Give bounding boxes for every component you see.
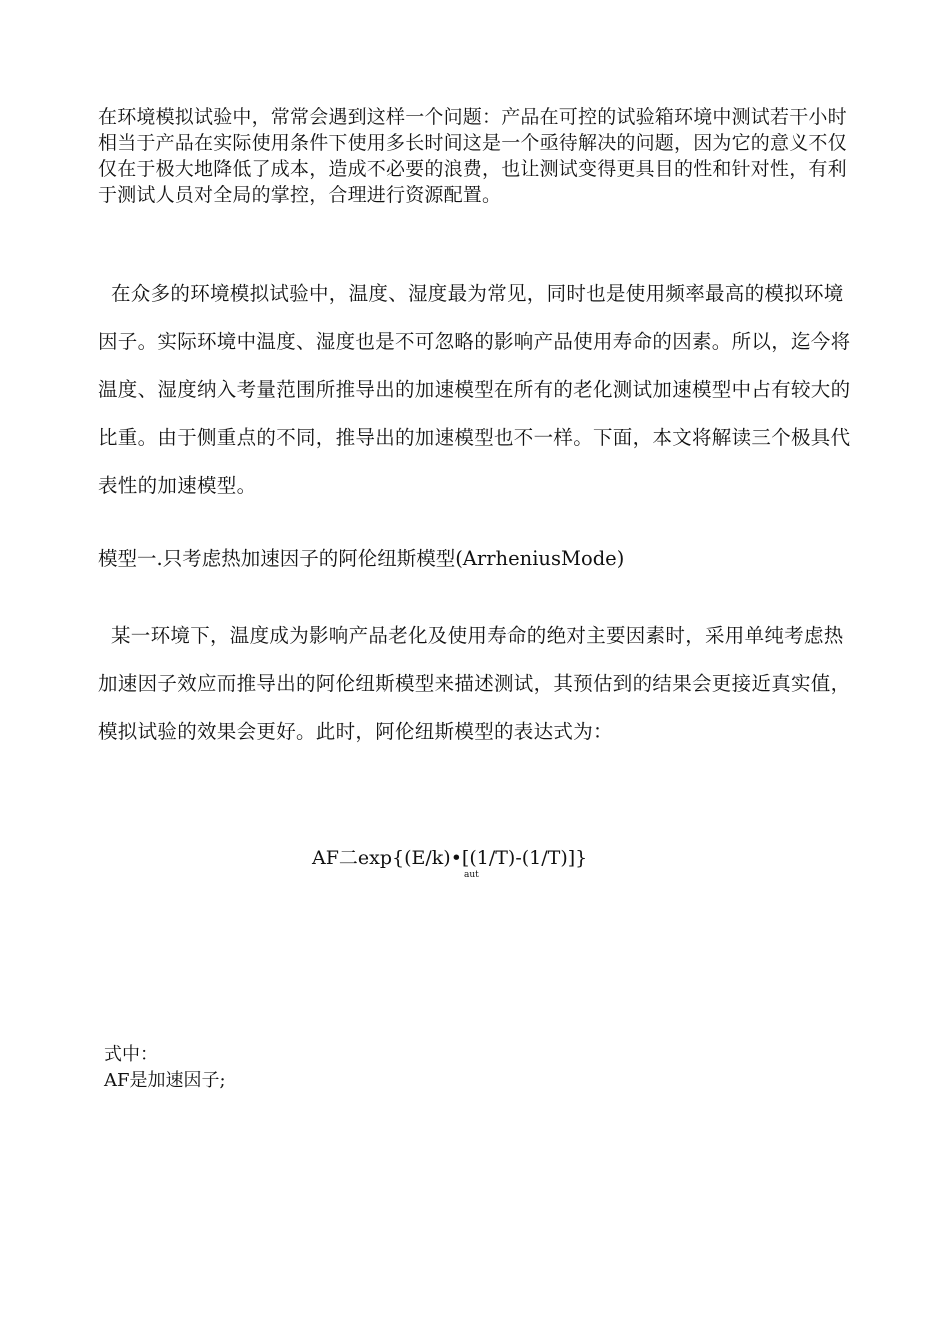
model-one-paragraph: 某一环境下，温度成为影响产品老化及使用寿命的绝对主要因素时，采用单纯考虑热加速因子效应而推导出的阿伦纽斯模型来描述测试，其预估到的结果会更接近真实值，模拟试验的效果会更好。此时，阿伦纽斯模型的表达式为： [98, 624, 851, 743]
intro-paragraph: 在环境模拟试验中，常常会遇到这样一个问题：产品在可控的试验箱环境中测试若干小时相当于产品在实际使用条件下使用多长时间这是一个亟待解决的问题，因为它的意义不仅仅在于极大地降低了成本，造成不必要的浪费，也让测试变得更具目的性和针对性，有利于测试人员对全局的掌控，合理进行资源配置。 [98, 106, 847, 206]
factors-paragraph: 在众多的环境模拟试验中，温度、湿度最为常见，同时也是使用频率最高的模拟环境因子。实际环境中温度、湿度也是不可忽略的影响产品使用寿命的因素。所以，迄今将温度、湿度纳入考量范围所推导出的加速模型在所有的老化测试加速模型中占有较大的比重。由于侧重点的不同，推导出的加速模型也不一样。下面，本文将解读三个极具代表性的加速模型。 [98, 282, 851, 497]
arrhenius-formula: AF二exp{(E/k)•[(1/T)-(1/T)]} [312, 847, 588, 869]
formula-subscript: aut [464, 870, 479, 880]
model-one-heading: 模型一.只考虑热加速因子的阿伦纽斯模型(ArrheniusMode) [98, 547, 625, 570]
where-label: 式中： [104, 1044, 158, 1065]
af-definition: AF是加速因子; [104, 1070, 226, 1091]
